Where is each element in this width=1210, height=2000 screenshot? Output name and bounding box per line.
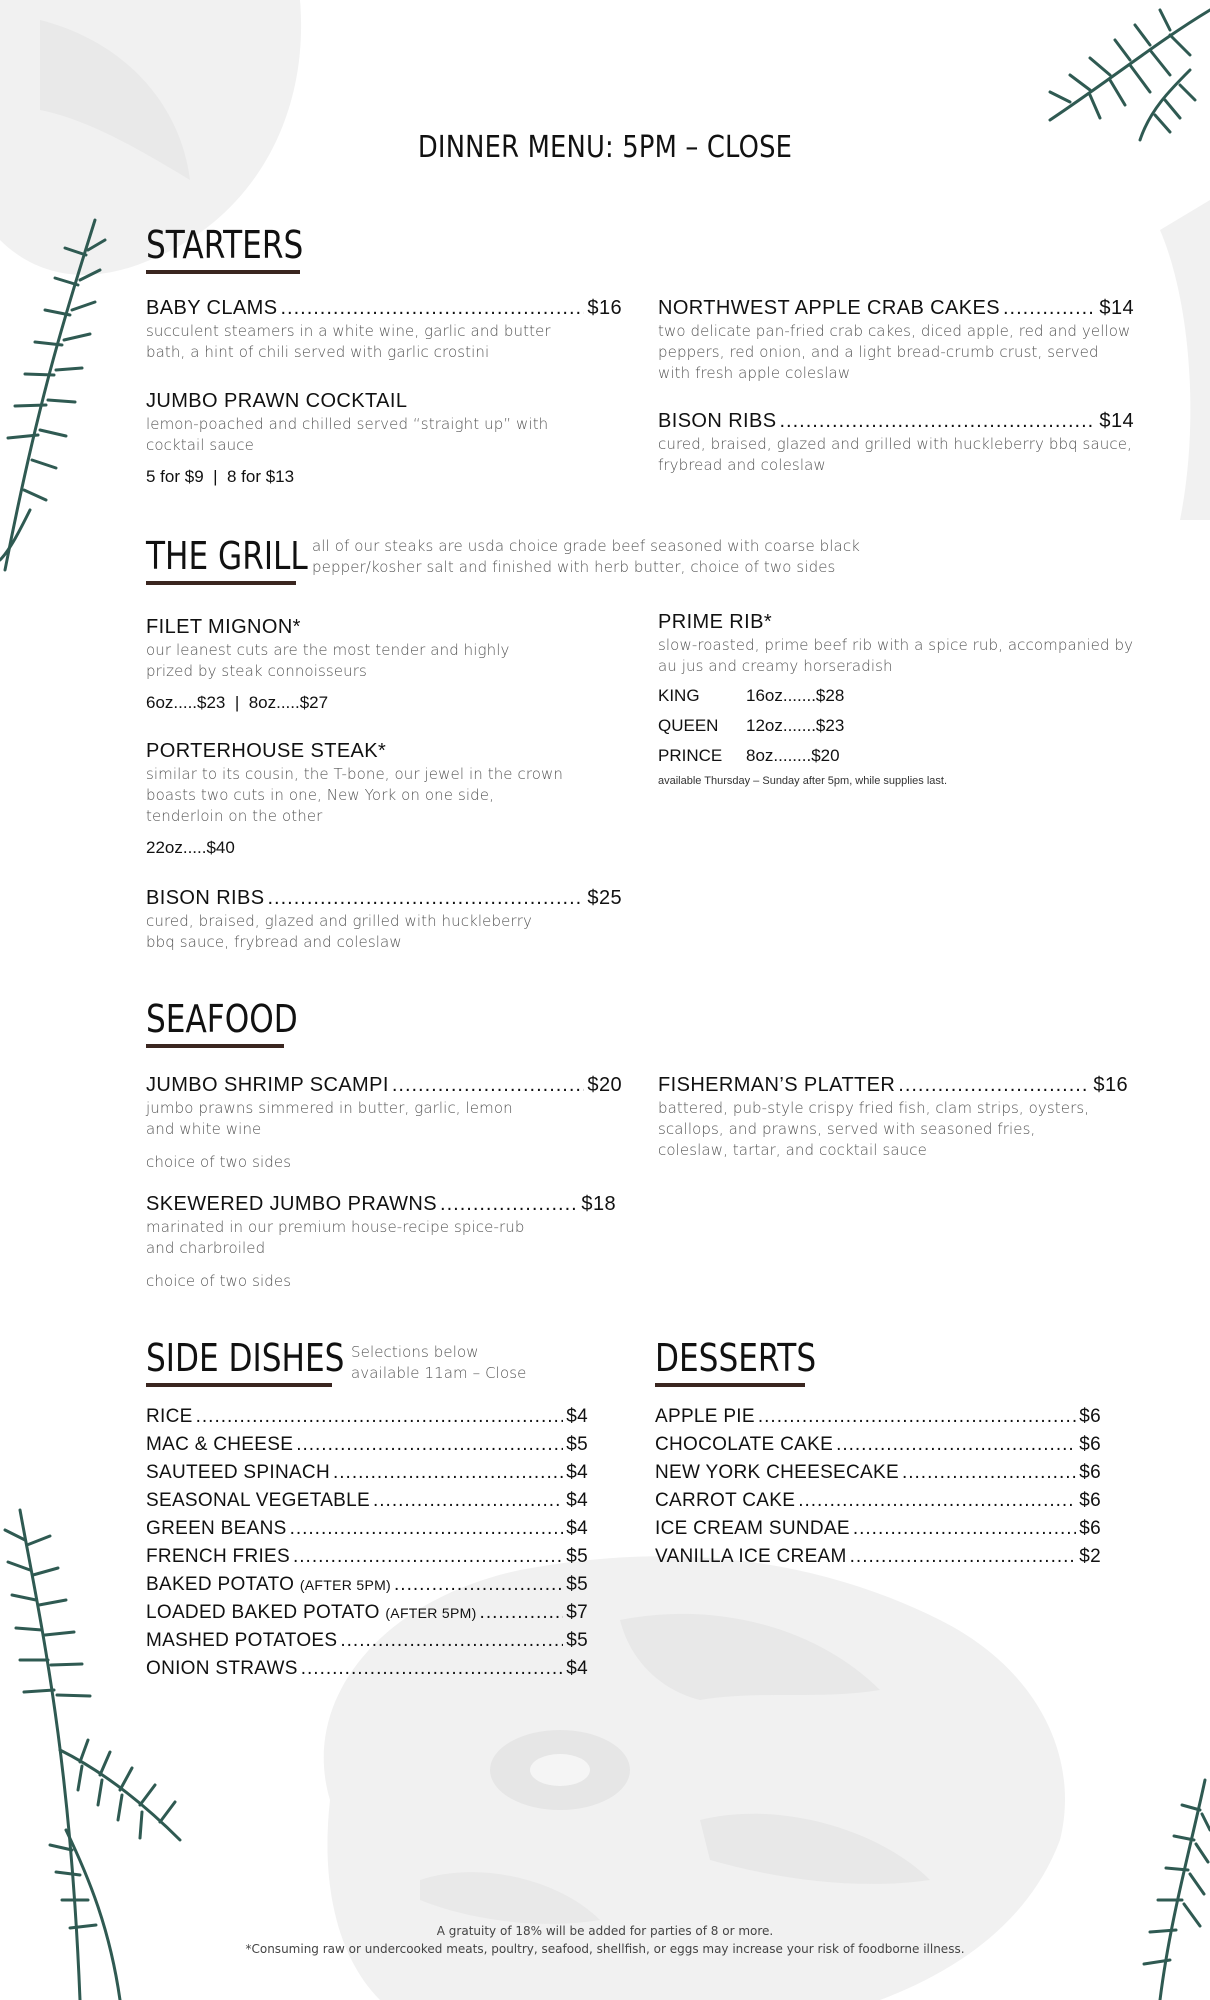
- menu-item: [146, 885, 622, 953]
- list-item: [655, 1515, 1101, 1543]
- dot-leader: [293, 1543, 563, 1571]
- item-price: $6: [1079, 1406, 1101, 1427]
- item-name: JUMBO PRAWN COCKTAIL: [146, 390, 408, 412]
- size-price: 8oz........$20: [746, 746, 840, 765]
- item-price: $2: [1079, 1546, 1101, 1567]
- item-price: $5: [566, 1434, 588, 1455]
- item-price: $6: [1079, 1518, 1101, 1539]
- dot-leader: [280, 295, 584, 321]
- dot-leader: [1003, 295, 1096, 321]
- list-item: [146, 1459, 588, 1487]
- item-description: battered, pub-style crispy fried fish, clam strips, oysters, scallops, and prawns, served with seasoned fries, coleslaw, tartar, and cocktail sauce: [658, 1099, 1090, 1159]
- item-name: NEW YORK CHEESECAKE: [655, 1462, 899, 1483]
- item-name: NORTHWEST APPLE CRAB CAKES: [658, 297, 1000, 319]
- menu-item: [658, 408, 1134, 476]
- size-row: [658, 711, 1134, 741]
- menu-item: [658, 295, 1134, 384]
- item-price: $4: [566, 1490, 588, 1511]
- menu-item: [146, 1072, 622, 1173]
- dot-leader: [758, 1403, 1076, 1431]
- section-rule: [146, 1044, 284, 1048]
- size-list: [658, 681, 1134, 771]
- item-name: MASHED POTATOES: [146, 1630, 338, 1651]
- item-description: cured, braised, glazed and grilled with huckleberry bbq sauce, frybread and coleslaw: [146, 912, 532, 951]
- item-description: two delicate pan-fried crab cakes, diced apple, red and yellow peppers, red onion, and a light bread-crumb crust, served with fresh apple coleslaw: [658, 322, 1131, 382]
- menu-item: [658, 1072, 1128, 1161]
- section-heading: SEAFOOD: [146, 997, 298, 1041]
- item-price: $25: [587, 887, 622, 909]
- availability-note: available Thursday – Sunday after 5pm, while supplies last.: [658, 775, 948, 787]
- item-name: LOADED BAKED POTATO (AFTER 5PM): [146, 1602, 477, 1623]
- list-item: [146, 1543, 588, 1571]
- item-name: GREEN BEANS: [146, 1518, 287, 1539]
- item-description: jumbo prawns simmered in butter, garlic, lemon and white wine: [146, 1099, 513, 1138]
- item-name: FRENCH FRIES: [146, 1546, 290, 1567]
- dot-leader: [340, 1627, 563, 1655]
- item-description: our leanest cuts are the most tender and highly prized by steak connoisseurs: [146, 641, 510, 680]
- seafood-section: [146, 996, 331, 1048]
- item-description: cured, braised, glazed and grilled with huckleberry bbq sauce, frybread and coleslaw: [658, 435, 1132, 474]
- item-price: $14: [1099, 297, 1134, 319]
- item-price: $6: [1079, 1434, 1101, 1455]
- dot-leader: [290, 1515, 564, 1543]
- gratuity-note: A gratuity of 18% will be added for parties of 8 or more.: [436, 1924, 774, 1938]
- item-price: $16: [587, 297, 622, 319]
- menu-item: [146, 614, 622, 714]
- list-item: [146, 1487, 588, 1515]
- item-name: FISHERMAN’S PLATTER: [658, 1074, 896, 1096]
- item-price: $7: [566, 1602, 588, 1623]
- list-item: [146, 1515, 588, 1543]
- item-name: FILET MIGNON*: [146, 616, 301, 638]
- size-name: KING: [658, 686, 700, 705]
- item-name: CHOCOLATE CAKE: [655, 1434, 834, 1455]
- section-heading: SIDE DISHES: [146, 1336, 345, 1380]
- dot-leader: [798, 1487, 1076, 1515]
- list-item: [655, 1543, 1101, 1571]
- dot-leader: [267, 885, 584, 911]
- item-name: PRIME RIB*: [658, 611, 773, 633]
- menu-item: [146, 388, 622, 488]
- item-name: APPLE PIE: [655, 1406, 755, 1427]
- dot-leader: [333, 1459, 563, 1487]
- dot-leader: [392, 1072, 585, 1098]
- item-price: $5: [566, 1574, 588, 1595]
- grill-left-column: [146, 614, 622, 953]
- size-price: 12oz.......$23: [746, 716, 845, 735]
- size-row: [658, 741, 1134, 771]
- item-price: $20: [587, 1074, 622, 1096]
- item-name: VANILLA ICE CREAM: [655, 1546, 847, 1567]
- item-name: PORTERHOUSE STEAK*: [146, 740, 387, 762]
- section-rule: [146, 581, 296, 585]
- starters-section: [146, 222, 1146, 274]
- item-name: SEASONAL VEGETABLE: [146, 1490, 370, 1511]
- item-pricing: 22oz.....$40: [146, 838, 235, 857]
- seafood-right-column: [658, 1072, 1128, 1161]
- pine-branch-bottom-right: [1120, 1770, 1210, 2000]
- dot-leader: [440, 1191, 578, 1217]
- item-name: JUMBO SHRIMP SCAMPI: [146, 1074, 389, 1096]
- item-price: $4: [566, 1462, 588, 1483]
- starters-left-column: [146, 295, 622, 488]
- item-description: similar to its cousin, the T-bone, our jewel in the crown boasts two cuts in one, New York on one side, tenderloin on the other: [146, 765, 564, 825]
- item-price: $5: [566, 1630, 588, 1651]
- list-item: [146, 1403, 588, 1431]
- section-heading: STARTERS: [146, 223, 304, 267]
- menu-item: [146, 738, 622, 859]
- pine-branch-left: [0, 210, 110, 580]
- dot-leader: [301, 1655, 564, 1683]
- item-description: succulent steamers in a white wine, garlic and butter bath, a hint of chili served with garlic crostini: [146, 322, 551, 361]
- list-item: [146, 1571, 588, 1599]
- item-name: BABY CLAMS: [146, 297, 278, 319]
- pine-branch-top-right: [990, 0, 1210, 150]
- item-name: SAUTEED SPINACH: [146, 1462, 330, 1483]
- item-price: $18: [581, 1193, 616, 1215]
- item-price: $4: [566, 1518, 588, 1539]
- note-line: available 11am – Close: [351, 1364, 527, 1382]
- item-pricing: 6oz.....$23 | 8oz.....$27: [146, 693, 329, 712]
- item-description: marinated in our premium house-recipe spice-rub and charbroiled: [146, 1218, 525, 1257]
- item-name: CARROT CAKE: [655, 1490, 796, 1511]
- note-line: Selections below: [351, 1343, 479, 1361]
- list-item: [146, 1627, 588, 1655]
- item-price: $4: [566, 1658, 588, 1679]
- size-name: PRINCE: [658, 746, 723, 765]
- dot-leader: [296, 1431, 563, 1459]
- starters-right-column: [658, 295, 1134, 476]
- dot-leader: [902, 1459, 1076, 1487]
- list-item: [146, 1431, 588, 1459]
- item-name: RICE: [146, 1406, 193, 1427]
- dot-leader: [196, 1403, 564, 1431]
- item-note: choice of two sides: [146, 1272, 292, 1290]
- item-name: BISON RIBS: [658, 410, 777, 432]
- section-rule: [146, 1383, 332, 1387]
- food-safety-disclaimer: *Consuming raw or undercooked meats, poultry, seafood, shellfish, or eggs may increase your risk of foodborne illness.: [245, 1942, 965, 1956]
- item-description: lemon-poached and chilled served “straight up” with cocktail sauce: [146, 415, 549, 454]
- grill-note: all of our steaks are usda choice grade beef seasoned with coarse black pepper/kosher salt and finished with herb butter, choice of two sides: [312, 537, 860, 576]
- item-note: choice of two sides: [146, 1153, 292, 1171]
- section-rule: [146, 270, 300, 274]
- item-pricing: 5 for $9 | 8 for $13: [146, 467, 295, 486]
- menu-title: DINNER MENU: 5PM – CLOSE: [417, 130, 793, 165]
- dot-leader: [836, 1431, 1076, 1459]
- side-dishes-list: [146, 1403, 588, 1683]
- side-dishes-note: [351, 1342, 526, 1384]
- list-item: [655, 1431, 1101, 1459]
- item-price: $6: [1079, 1462, 1101, 1483]
- list-item: [146, 1655, 588, 1683]
- size-row: [658, 681, 1134, 711]
- dot-leader: [853, 1515, 1076, 1543]
- item-price: $4: [566, 1406, 588, 1427]
- section-heading: THE GRILL: [146, 534, 308, 578]
- section-heading: DESSERTS: [655, 1336, 817, 1380]
- prime-rib-item: [658, 609, 1134, 787]
- size-price: 16oz.......$28: [746, 686, 845, 705]
- dot-leader: [373, 1487, 563, 1515]
- item-name: BISON RIBS: [146, 887, 265, 909]
- item-name: MAC & CHEESE: [146, 1434, 294, 1455]
- list-item: [655, 1459, 1101, 1487]
- item-name: ONION STRAWS: [146, 1658, 298, 1679]
- desserts-section: [655, 1335, 852, 1387]
- desserts-list: [655, 1403, 1101, 1571]
- section-rule: [655, 1383, 805, 1387]
- dot-leader: [898, 1072, 1090, 1098]
- dot-leader: [850, 1543, 1077, 1571]
- dot-leader: [779, 408, 1096, 434]
- item-price: $5: [566, 1546, 588, 1567]
- menu-item: [146, 295, 622, 363]
- dot-leader: [394, 1571, 563, 1599]
- item-price: $14: [1099, 410, 1134, 432]
- seafood-left-column: [146, 1072, 622, 1292]
- item-name: ICE CREAM SUNDAE: [655, 1518, 850, 1539]
- item-name: BAKED POTATO (AFTER 5PM): [146, 1574, 392, 1595]
- dot-leader: [480, 1599, 564, 1627]
- item-price: $16: [1093, 1074, 1128, 1096]
- item-price: $6: [1079, 1490, 1101, 1511]
- item-name: SKEWERED JUMBO PRAWNS: [146, 1193, 438, 1215]
- menu-item: [146, 1191, 622, 1292]
- size-name: QUEEN: [658, 716, 719, 735]
- list-item: [655, 1487, 1101, 1515]
- item-description: slow-roasted, prime beef rib with a spice rub, accompanied by au jus and creamy horseradish: [658, 636, 1134, 675]
- list-item: [655, 1403, 1101, 1431]
- list-item: [146, 1599, 588, 1627]
